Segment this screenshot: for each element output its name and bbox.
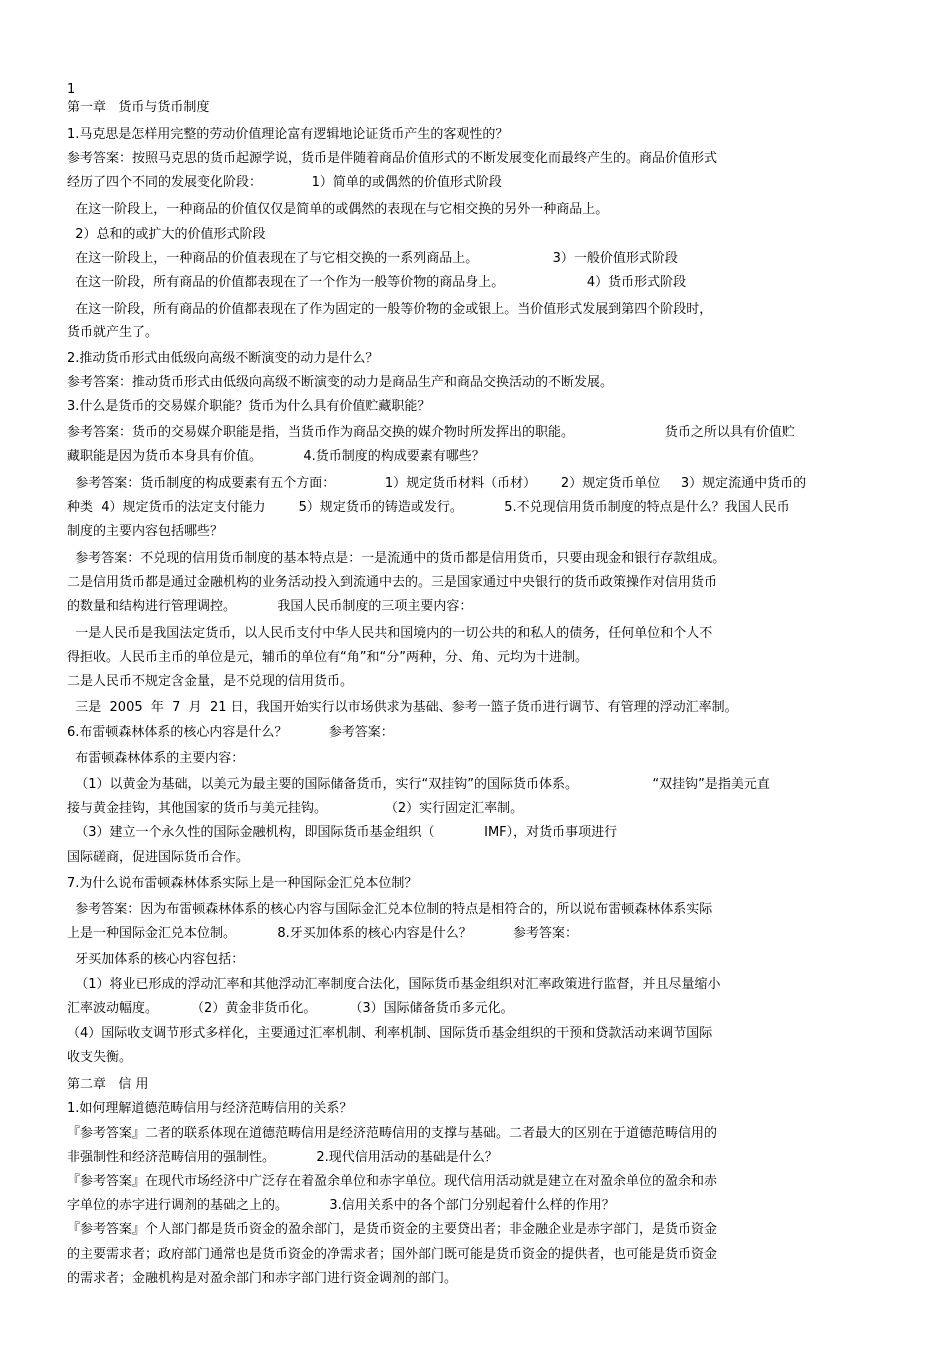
text-line: 1.如何理解道德范畴信用与经济范畴信用的关系？ (67, 1101, 353, 1116)
text-line: 藏职能是因为货币本身具有价值。 4.货币制度的构成要素有哪些？ (67, 449, 485, 464)
text-line: 6.布雷顿森林体系的核心内容是什么？ 参考答案： (67, 725, 394, 740)
text-line: 参考答案：推动货币形式由低级向高级不断演变的动力是商品生产和商品交换活动的不断发展。 (67, 375, 614, 390)
text-line: 『参考答案』个人部门都是货币资金的盈余部门，是货币资金的主要贷出者；非金融企业是赤字部门，是货币资金 (67, 1222, 718, 1237)
text-line: 在这一阶段，所有商品的价值都表现在了一个作为一般等价物的商品身上。 4）货币形式阶段 (67, 275, 687, 290)
text-line: 国际磋商，促进国际货币合作。 (67, 850, 250, 865)
text-line: 参考答案：货币制度的构成要素有五个方面： 1）规定货币材料（币材） 2）规定货币单位 3）规定流通中货币的 (67, 476, 807, 491)
text-line: 的数量和结构进行管理调控。 我国人民币制度的三项主要内容： (67, 599, 473, 614)
text-line: 汇率波动幅度。 （2）黄金非货币化。 （3）国际储备货币多元化。 (67, 1001, 514, 1016)
text-line: 7.为什么说布雷顿森林体系实际上是一种国际金汇兑本位制？ (67, 876, 418, 891)
text-line: 参考答案：按照马克思的货币起源学说，货币是伴随着商品价值形式的不断发展变化而最终产生的。商品价值形式 (67, 151, 718, 166)
text-line: 在这一阶段，所有商品的价值都表现在了作为固定的一般等价物的金或银上。当价值形式发展到第四个阶段时， (67, 302, 713, 317)
text-line: 接与黄金挂钩，其他国家的货币与美元挂钩。 （2）实行固定汇率制。 (67, 801, 524, 816)
text-line: 2）总和的或扩大的价值形式阶段 (67, 227, 266, 242)
text-line: （1）以黄金为基础，以美元为最主要的国际储备货币，实行“双挂钩”的国际货币体系。 “双挂钩”是指美元直 (67, 777, 770, 792)
text-line: （4）国际收支调节形式多样化，主要通过汇率机制、利率机制、国际货币基金组织的干预和贷款活动来调节国际 (67, 1026, 713, 1041)
text-line: 参考答案：因为布雷顿森林体系的核心内容与国际金汇兑本位制的特点是相符合的，所以说布雷顿森林体系实际 (67, 902, 713, 917)
text-line: 一是人民币是我国法定货币，以人民币支付中华人民共和国境内的一切公共的和私人的债务，任何单位和个人不 (67, 626, 713, 641)
text-line: 的主要需求者；政府部门通常也是货币资金的净需求者；国外部门既可能是货币资金的提供者，也可能是货币资金 (67, 1247, 718, 1262)
text-line: 『参考答案』在现代市场经济中广泛存在着盈余单位和赤字单位。现代信用活动就是建立在对盈余单位的盈余和赤 (67, 1174, 718, 1189)
text-line: 非强制性和经济范畴信用的强制性。 2.现代信用活动的基础是什么？ (67, 1150, 498, 1165)
text-line: 三是 2005 年 7 月 21 日，我国开始实行以市场供求为基础、参考一篮子货币进行调节、有管理的浮动汇率制。 (67, 700, 738, 715)
text-line: 字单位的赤字进行调剂的基础之上的。 3.信用关系中的各个部门分别起着什么样的作用？ (67, 1198, 615, 1213)
text-line: 3.什么是货币的交易媒介职能？货币为什么具有价值贮藏职能？ (67, 399, 431, 414)
text-line: （3）建立一个永久性的国际金融机构，即国际货币基金组织（ IMF），对货币事项进行 (67, 825, 618, 840)
text-line: 『参考答案』二者的联系体现在道德范畴信用是经济范畴信用的支撑与基础。二者最大的区别在于道德范畴信用的 (67, 1126, 718, 1141)
text-line: 收支失衡。 (67, 1050, 133, 1065)
text-line: 经历了四个不同的发展变化阶段： 1）简单的或偶然的价值形式阶段 (67, 175, 502, 190)
chapter-title: 第二章 信 用 (67, 1077, 149, 1092)
text-line: 参考答案：货币的交易媒介职能是指，当货币作为商品交换的媒介物时所发挥出的职能。 货币之所以具有价值贮 (67, 425, 795, 440)
page-number: 1 (67, 82, 76, 97)
text-line: 二是人民币不规定含金量，是不兑现的信用货币。 (67, 674, 354, 689)
text-line: 1.马克思是怎样用完整的劳动价值理论富有逻辑地论证货币产生的客观性的？ (67, 127, 509, 142)
text-line: 在这一阶段上，一种商品的价值表现在了与它相交换的一系列商品上。 3）一般价值形式阶段 (67, 251, 678, 266)
text-line: 货币就产生了。 (67, 325, 159, 340)
text-line: （1）将业已形成的浮动汇率和其他浮动汇率制度合法化，国际货币基金组织对汇率政策进行监督，并且尽量缩小 (67, 977, 721, 992)
text-line: 布雷顿森林体系的主要内容： (67, 751, 245, 766)
text-line: 种类 4）规定货币的法定支付能力 5）规定货币的铸造或发行。 5.不兑现信用货币制度的特点是什么？我国人民币 (67, 500, 790, 515)
text-line: 在这一阶段上，一种商品的价值仅仅是简单的或偶然的表现在与它相交换的另外一种商品上。 (67, 202, 609, 217)
text-line: 得拒收。人民币主币的单位是元，辅币的单位有“角”和“分”两种，分、角、元均为十进制。 (67, 650, 588, 665)
text-line: 制度的主要内容包括哪些？ (67, 524, 224, 539)
text-line: 参考答案：不兑现的信用货币制度的基本特点是：一是流通中的货币都是信用货币，只要由现金和银行存款组成。 (67, 551, 726, 566)
text-line: 2.推动货币形式由低级向高级不断演变的动力是什么？ (67, 351, 379, 366)
text-line: 二是信用货币都是通过金融机构的业务活动投入到流通中去的。三是国家通过中央银行的货币政策操作对信用货币 (67, 575, 718, 590)
text-line: 上是一种国际金汇兑本位制。 8.牙买加体系的核心内容是什么？ 参考答案： (67, 926, 579, 941)
text-line: 牙买加体系的核心内容包括： (67, 952, 245, 967)
text-line: 的需求者；金融机构是对盈余部门和赤字部门进行资金调剂的部门。 (67, 1271, 458, 1286)
chapter-title: 第一章 货币与货币制度 (67, 100, 210, 115)
